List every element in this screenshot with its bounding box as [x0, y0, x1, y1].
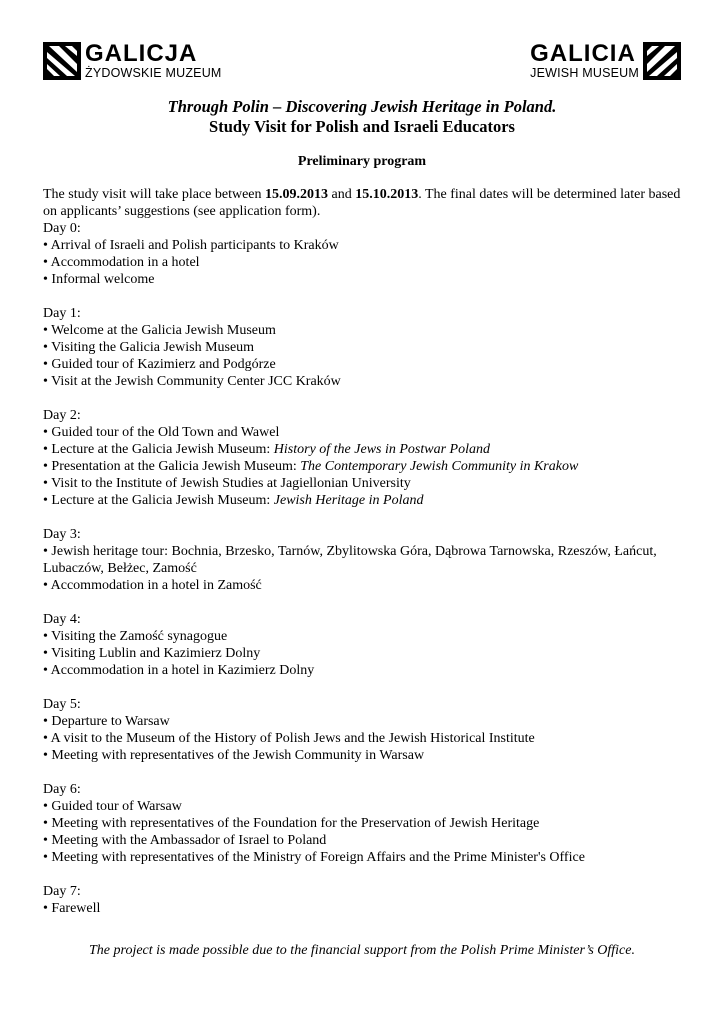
program-item — [43, 373, 683, 390]
intro-text-between: and — [328, 187, 356, 202]
program-item-text: Visit to the Institute of Jewish Studies at Jagiellonian University — [51, 476, 411, 491]
bullet-icon: • — [43, 425, 48, 440]
day-section — [43, 526, 683, 594]
intro-paragraph — [43, 186, 683, 220]
program-item — [43, 339, 683, 356]
date-start: 15.09.2013 — [265, 187, 328, 202]
program-item-text: Meeting with representatives of the Ministry of Foreign Affairs and the Prime Minister's Office — [51, 850, 585, 865]
bullet-icon: • — [43, 272, 48, 287]
funding-footer: The project is made possible due to the financial support from the Polish Prime Minister’s Office. — [89, 943, 635, 958]
days-list — [43, 220, 683, 917]
program-item-text: Guided tour of the Old Town and Wawel — [51, 425, 280, 440]
program-item — [43, 356, 683, 373]
bullet-icon: • — [43, 493, 48, 508]
day-label: Day 7: — [43, 884, 81, 899]
bullet-icon: • — [43, 816, 48, 831]
logo-right-name: GALICIA — [530, 39, 636, 67]
program-item-text: Visiting the Zamość synagogue — [51, 629, 228, 644]
program-item — [43, 543, 683, 577]
bullet-icon: • — [43, 374, 48, 389]
program-item — [43, 832, 683, 849]
galicja-stripes-icon — [43, 42, 81, 80]
day-label: Day 6: — [43, 782, 81, 797]
title-line-2: Study Visit for Polish and Israeli Educators — [209, 117, 515, 136]
bullet-icon: • — [43, 578, 48, 593]
bullet-icon: • — [43, 663, 48, 678]
program-item — [43, 662, 683, 679]
program-item — [43, 424, 683, 441]
program-item — [43, 730, 683, 747]
program-item-text: Accommodation in a hotel in Zamość — [50, 578, 262, 593]
day-label: Day 2: — [43, 408, 81, 423]
program-item-text: Departure to Warsaw — [51, 714, 170, 729]
bullet-icon: • — [43, 731, 48, 746]
program-content — [43, 186, 683, 934]
bullet-icon: • — [43, 901, 48, 916]
day-section — [43, 305, 683, 390]
program-subtitle: Preliminary program — [297, 154, 427, 169]
day-label: Day 1: — [43, 306, 81, 321]
bullet-icon: • — [43, 544, 48, 559]
bullet-icon: • — [43, 629, 48, 644]
logo-left-subtitle: ŻYDOWSKIE MUZEUM — [85, 65, 222, 80]
date-end: 15.10.2013 — [355, 187, 419, 202]
logo-left-name: GALICJA — [85, 39, 198, 67]
day-section — [43, 611, 683, 679]
program-item-text: Farewell — [51, 901, 101, 916]
bullet-icon: • — [43, 238, 48, 253]
bullet-icon: • — [43, 850, 48, 865]
bullet-icon: • — [43, 357, 48, 372]
intro-text-after: . The final dates will be determined later based on applicants’ suggestions (see application form). — [43, 187, 681, 219]
day-label: Day 3: — [43, 527, 81, 542]
galicja-logo-left — [43, 39, 222, 80]
program-item-text: Meeting with representatives of the Jewish Community in Warsaw — [51, 748, 425, 763]
intro-text-before: The study visit will take place between — [43, 187, 265, 202]
day-section — [43, 883, 683, 917]
program-item — [43, 458, 683, 475]
program-item-text: Meeting with the Ambassador of Israel to Poland — [51, 833, 327, 848]
program-item — [43, 441, 683, 458]
bullet-icon: • — [43, 833, 48, 848]
galicia-stripes-icon — [643, 42, 681, 80]
program-item-text: Lecture at the Galicia Jewish Museum: — [51, 493, 274, 508]
program-item-text: Arrival of Israeli and Polish participants to Kraków — [50, 238, 339, 253]
bullet-icon: • — [43, 646, 48, 661]
program-item-title: History of the Jews in Postwar Poland — [273, 442, 490, 457]
bullet-icon: • — [43, 748, 48, 763]
bullet-icon: • — [43, 476, 48, 491]
bullet-icon: • — [43, 340, 48, 355]
program-item-text: Guided tour of Warsaw — [51, 799, 182, 814]
program-item-text: Accommodation in a hotel — [50, 255, 200, 270]
bullet-icon: • — [43, 799, 48, 814]
program-item-text: Welcome at the Galicia Jewish Museum — [51, 323, 276, 338]
bullet-icon: • — [43, 459, 48, 474]
program-item — [43, 271, 683, 288]
program-item — [43, 849, 683, 866]
galicia-logo-right — [530, 39, 681, 80]
program-item — [43, 475, 683, 492]
program-item-text: Informal welcome — [51, 272, 155, 287]
bullet-icon: • — [43, 323, 48, 338]
program-item — [43, 237, 683, 254]
program-item-text: Visit at the Jewish Community Center JCC Kraków — [51, 374, 341, 389]
day-section — [43, 220, 683, 288]
program-item-title: Jewish Heritage in Poland — [273, 493, 424, 508]
day-section — [43, 407, 683, 509]
program-item-text: Lecture at the Galicia Jewish Museum: — [51, 442, 274, 457]
bullet-icon: • — [43, 714, 48, 729]
title-line-1: Through Polin – Discovering Jewish Heritage in Poland. — [167, 97, 557, 116]
program-item-text: Visiting the Galicia Jewish Museum — [51, 340, 255, 355]
day-label: Day 4: — [43, 612, 81, 627]
program-item-text: Accommodation in a hotel in Kazimierz Dolny — [50, 663, 315, 678]
program-item — [43, 492, 683, 509]
program-item — [43, 747, 683, 764]
program-item-text: Jewish heritage tour: Bochnia, Brzesko, Tarnów, Zbylitowska Góra, Dąbrowa Tarnowska, Rzeszów, Łańcut, Lubaczów, Bełżec, Zamość — [43, 544, 657, 576]
day-section — [43, 781, 683, 866]
program-item — [43, 254, 683, 271]
program-item — [43, 322, 683, 339]
program-item-text: Visiting Lublin and Kazimierz Dolny — [51, 646, 261, 661]
program-item-text: A visit to the Museum of the History of Polish Jews and the Jewish Historical Institute — [50, 731, 535, 746]
logo-right-subtitle: JEWISH MUSEUM — [530, 65, 639, 80]
day-section — [43, 696, 683, 764]
day-label: Day 5: — [43, 697, 81, 712]
program-item — [43, 713, 683, 730]
program-item — [43, 577, 683, 594]
program-item — [43, 645, 683, 662]
program-item-text: Guided tour of Kazimierz and Podgórze — [51, 357, 276, 372]
bullet-icon: • — [43, 442, 48, 457]
program-item-title: The Contemporary Jewish Community in Krakow — [300, 459, 579, 474]
program-item — [43, 628, 683, 645]
program-item — [43, 815, 683, 832]
day-label: Day 0: — [43, 221, 81, 236]
program-item-text: Presentation at the Galicia Jewish Museum: — [51, 459, 301, 474]
bullet-icon: • — [43, 255, 48, 270]
program-item — [43, 900, 683, 917]
program-item — [43, 798, 683, 815]
program-item-text: Meeting with representatives of the Foundation for the Preservation of Jewish Heritage — [51, 816, 540, 831]
